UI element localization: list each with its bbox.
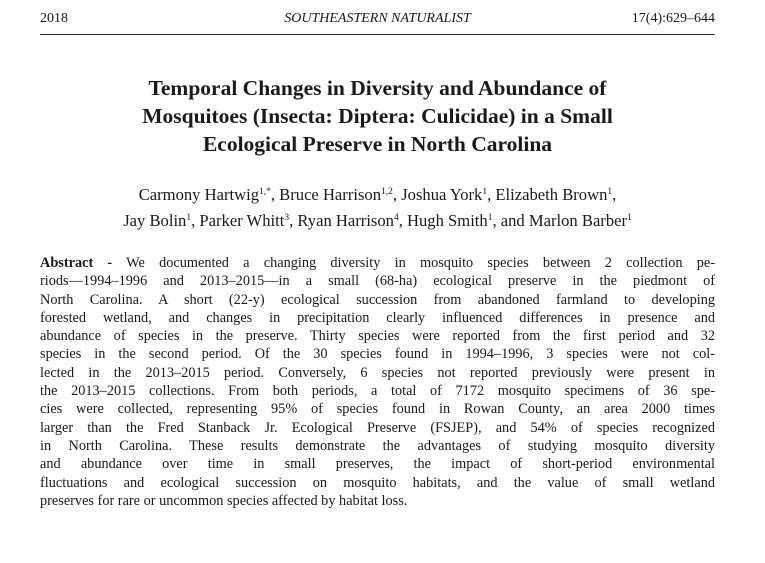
- author-name: Marlon Barber: [528, 211, 628, 230]
- abstract-line: preserves for rare or uncommon species affected by habitat loss.: [40, 492, 408, 509]
- author-line-2: [30, 208, 725, 234]
- author-separator: ,: [612, 185, 617, 204]
- author-separator: ,: [191, 211, 200, 230]
- affiliation-marker: 1: [487, 213, 493, 223]
- author-name: Joshua York: [401, 185, 483, 204]
- title-line: Mosquitoes (Insecta: Diptera: Culicidae) in a Small: [142, 104, 613, 128]
- affiliation-marker: 1: [186, 213, 192, 223]
- paper-title: [40, 74, 715, 158]
- abstract-line: fluctuations and ecological succession on mosquito habitats, and the value of small wetland: [40, 474, 715, 491]
- author-name: Ryan Harrison: [297, 211, 394, 230]
- affiliation-marker: 1: [607, 187, 613, 197]
- author-separator: ,: [270, 185, 280, 204]
- author-list: [30, 182, 725, 234]
- author-name: Parker Whitt: [199, 211, 285, 230]
- abstract-line: [40, 254, 715, 272]
- abstract-label: Abstract -: [40, 255, 113, 271]
- journal-name: SOUTHEASTERN NATURALIST: [284, 11, 471, 26]
- abstract-line: cies were collected, representing 95% of species found in Rowan County, an area 2000 times: [40, 401, 715, 418]
- abstract-line: species in the second period. Of the 30 species found in 1994–1996, 3 species were not col-: [40, 346, 715, 363]
- abstract-line: lected in the 2013–2015 period. Conversely, 6 species not reported previously were present in: [40, 364, 715, 381]
- author-separator: ,: [289, 211, 298, 230]
- abstract-line: larger than the Fred Stanback Jr. Ecological Preserve (FSJEP), and 54% of species recognized: [40, 419, 715, 436]
- affiliation-marker: 1: [482, 187, 488, 197]
- publication-year: 2018: [40, 11, 68, 26]
- abstract-line: abundance of species in the preserve. Thirty species were reported from the first period and 32: [40, 328, 715, 345]
- author-separator: , and: [492, 211, 529, 230]
- author-name: Bruce Harrison: [279, 185, 382, 204]
- author-name: Carmony Hartwig: [138, 185, 259, 204]
- abstract-line: in North Carolina. These results demonstrate the advantages of studying mosquito diversity: [40, 437, 715, 454]
- author-name: Hugh Smith: [407, 211, 488, 230]
- affiliation-marker: 1,*: [259, 187, 271, 197]
- abstract-line: and abundance over time in small preserves, the impact of short-period environmental: [40, 456, 715, 473]
- affiliation-marker: 1: [627, 213, 632, 223]
- author-separator: ,: [398, 211, 408, 230]
- volume-pages: 17(4):629–644: [631, 11, 715, 26]
- abstract-line: the 2013–2015 collections. From both periods, a total of 7172 mosquito specimens of 36 spe-: [40, 383, 715, 400]
- header-rule: [40, 34, 715, 35]
- abstract-line: North Carolina. A short (22-y) ecological succession from abandoned farmland to developing: [40, 291, 715, 308]
- abstract-text: We documented a changing diversity in mosquito species between 2 collection pe-: [112, 255, 715, 271]
- author-separator: ,: [487, 185, 496, 204]
- author-line-1: [30, 182, 725, 208]
- author-name: Elizabeth Brown: [495, 185, 608, 204]
- abstract-line: riods—1994–1996 and 2013–2015—in a small (68-ha) ecological preserve in the piedmont of: [40, 273, 715, 290]
- affiliation-marker: 4: [393, 213, 399, 223]
- author-name: Jay Bolin: [123, 211, 187, 230]
- running-header: [40, 8, 715, 30]
- abstract-line: forested wetland, and changes in precipitation clearly influenced differences in presence and: [40, 309, 715, 326]
- title-line: Ecological Preserve in North Carolina: [202, 132, 553, 156]
- abstract: [40, 254, 715, 510]
- affiliation-marker: 3: [284, 213, 290, 223]
- author-separator: ,: [392, 185, 402, 204]
- affiliation-marker: 1,2: [381, 187, 393, 197]
- title-line: Temporal Changes in Diversity and Abundance of: [148, 76, 607, 100]
